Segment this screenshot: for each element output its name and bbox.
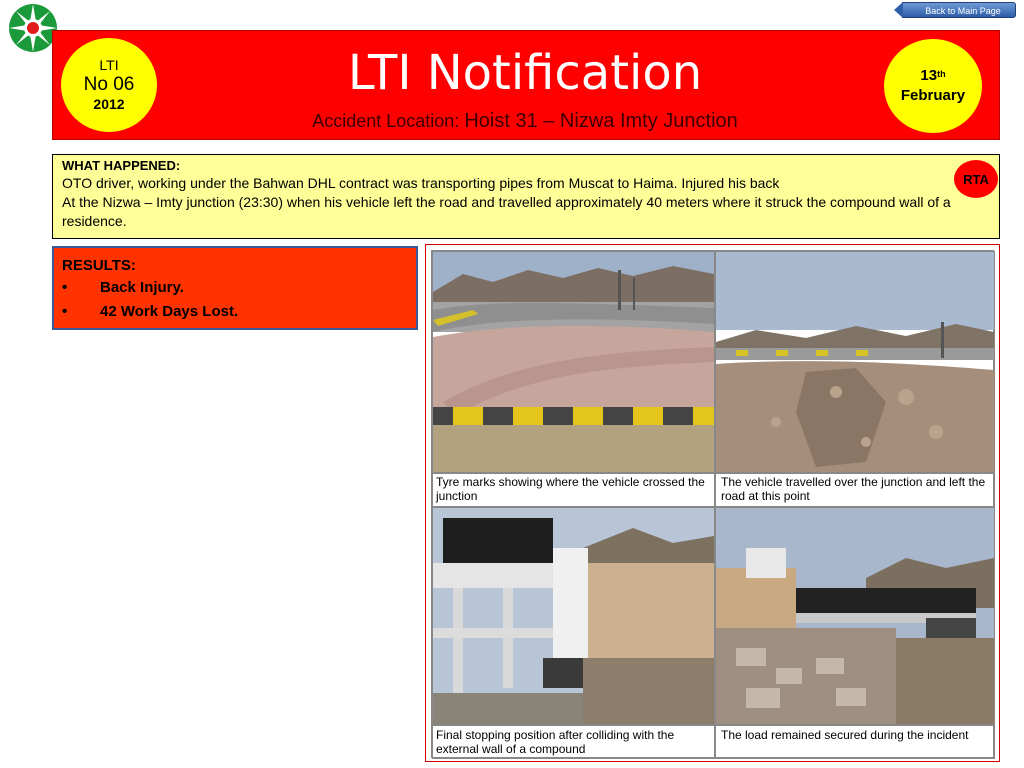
- what-happened-text: OTO driver, working under the Bahwan DHL contract was transporting pipes from Muscat to Haima. Injured his back At the Nizwa – Imty junction (23:30) when his vehicle left the road and travelled approximately 40 meters where it struck the compound wall of a residence.: [62, 175, 951, 229]
- results-box: [52, 246, 418, 330]
- accident-location: [200, 108, 850, 134]
- lti-label: LTI: [99, 57, 119, 73]
- photo-caption-2: The vehicle travelled over the junction and left the road at this point: [721, 475, 986, 503]
- photo-load-secured: [715, 507, 995, 725]
- lti-year: 2012: [93, 96, 125, 112]
- what-happened-heading: WHAT HAPPENED:: [62, 158, 181, 173]
- back-to-main-page-button[interactable]: [902, 2, 1016, 18]
- results-heading: RESULTS:: [62, 257, 136, 274]
- date-badge: [884, 39, 982, 133]
- lti-number-badge: [61, 38, 157, 132]
- date-month: February: [900, 87, 966, 104]
- list-item: • 42 Work Days Lost.: [62, 303, 239, 320]
- photo-left-road: [715, 251, 995, 473]
- lti-number: No 06: [83, 74, 135, 95]
- page-title: LTI Notification: [347, 45, 703, 101]
- date-day: 13: [920, 67, 938, 84]
- what-happened-box: [52, 154, 1000, 239]
- location-value: Hoist 31 – Nizwa Imty Junction: [464, 110, 738, 132]
- location-label: Accident Location:: [312, 111, 460, 131]
- arrow-left-icon: [894, 2, 903, 18]
- back-button-label: Back to Main Page: [925, 6, 1001, 16]
- photo-grid: [431, 250, 994, 758]
- results-list: [62, 276, 416, 324]
- list-item: • Back Injury.: [62, 279, 184, 296]
- photo-caption-3: Final stopping position after colliding with the external wall of a compound: [436, 728, 675, 756]
- rta-badge: RTA: [954, 160, 998, 198]
- photo-junction-tyre-marks: [432, 251, 715, 473]
- photo-caption-1: Tyre marks showing where the vehicle crossed the junction: [436, 475, 705, 503]
- date-suffix: th: [937, 69, 946, 79]
- photo-stopping-position: [432, 507, 715, 725]
- photo-caption-4: The load remained secured during the incident: [721, 728, 969, 742]
